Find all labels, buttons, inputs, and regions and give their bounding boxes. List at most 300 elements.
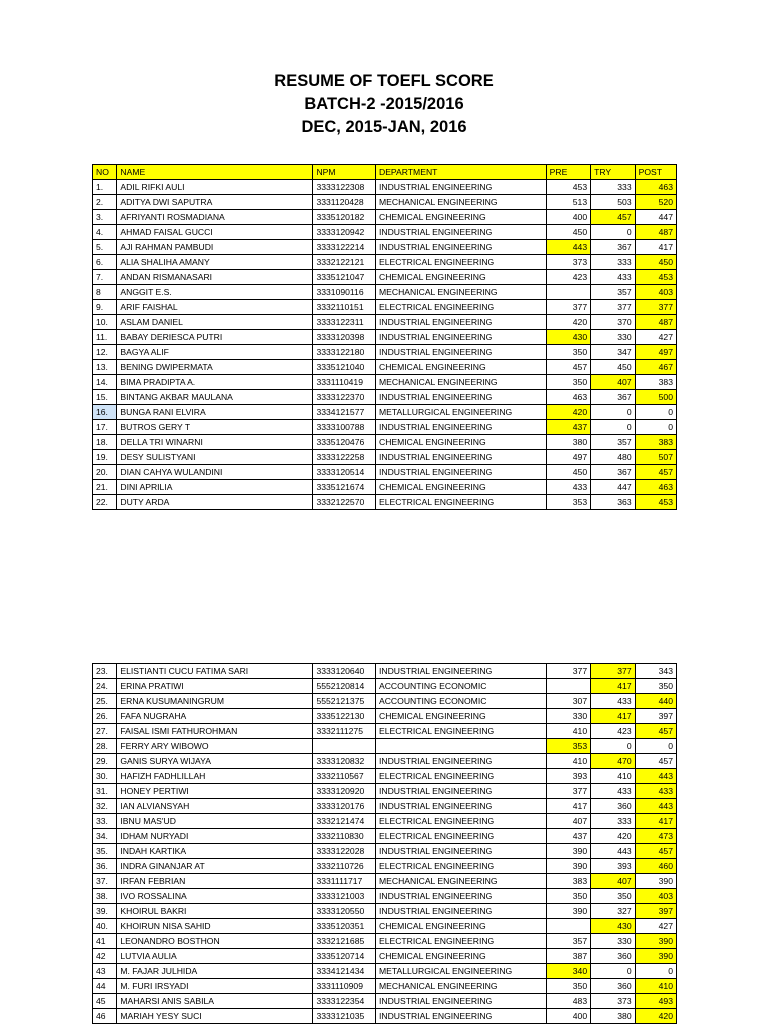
cell-name: AHMAD FAISAL GUCCI — [117, 225, 313, 240]
cell-post: 457 — [635, 754, 676, 769]
cell-post: 493 — [635, 994, 676, 1009]
cell-try: 423 — [591, 724, 636, 739]
cell-name: ANGGIT E.S. — [117, 285, 313, 300]
cell-name: HAFIZH FADHLILLAH — [117, 769, 313, 784]
cell-try: 360 — [591, 949, 636, 964]
cell-try: 367 — [591, 390, 636, 405]
cell-pre: 383 — [546, 874, 591, 889]
cell-npm: 3335120476 — [313, 435, 376, 450]
cell-name: IDHAM NURYADI — [117, 829, 313, 844]
table-row — [93, 360, 677, 375]
cell-npm: 3333122354 — [313, 994, 376, 1009]
cell-npm: 3335121047 — [313, 270, 376, 285]
cell-post: 397 — [635, 709, 676, 724]
cell-name: AJI RAHMAN PAMBUDI — [117, 240, 313, 255]
cell-name: BAGYA ALIF — [117, 345, 313, 360]
cell-no: 15. — [93, 390, 117, 405]
cell-post: 463 — [635, 180, 676, 195]
cell-try: 450 — [591, 360, 636, 375]
cell-npm: 3333120920 — [313, 784, 376, 799]
cell-post: 433 — [635, 784, 676, 799]
cell-no: 14. — [93, 375, 117, 390]
cell-pre: 377 — [546, 300, 591, 315]
cell-post: 0 — [635, 405, 676, 420]
cell-npm: 3333120942 — [313, 225, 376, 240]
cell-pre: 497 — [546, 450, 591, 465]
cell-npm: 3333121035 — [313, 1009, 376, 1024]
cell-pre: 450 — [546, 465, 591, 480]
cell-dept: INDUSTRIAL ENGINEERING — [375, 844, 546, 859]
cell-no: 42 — [93, 949, 117, 964]
cell-npm: 3335122130 — [313, 709, 376, 724]
table-row — [93, 979, 677, 994]
cell-try: 443 — [591, 844, 636, 859]
table-header-row — [93, 165, 677, 180]
cell-dept: ELECTRICAL ENGINEERING — [375, 724, 546, 739]
cell-post: 443 — [635, 799, 676, 814]
cell-post: 467 — [635, 360, 676, 375]
cell-name: FAFA NUGRAHA — [117, 709, 313, 724]
cell-try: 367 — [591, 240, 636, 255]
cell-name: BINTANG AKBAR MAULANA — [117, 390, 313, 405]
cell-no: 13. — [93, 360, 117, 375]
cell-pre: 387 — [546, 949, 591, 964]
cell-post: 487 — [635, 315, 676, 330]
table-row — [93, 255, 677, 270]
cell-npm: 3333122180 — [313, 345, 376, 360]
cell-no: 12. — [93, 345, 117, 360]
cell-dept: INDUSTRIAL ENGINEERING — [375, 420, 546, 435]
cell-pre: 433 — [546, 480, 591, 495]
cell-try: 350 — [591, 889, 636, 904]
score-table-1 — [92, 164, 677, 510]
table-row — [93, 664, 677, 679]
cell-try: 333 — [591, 814, 636, 829]
cell-dept: MECHANICAL ENGINEERING — [375, 979, 546, 994]
cell-pre: 410 — [546, 724, 591, 739]
cell-try: 360 — [591, 799, 636, 814]
table-row — [93, 769, 677, 784]
cell-no: 9. — [93, 300, 117, 315]
cell-post: 520 — [635, 195, 676, 210]
cell-pre: 350 — [546, 979, 591, 994]
cell-try: 407 — [591, 874, 636, 889]
cell-pre: 420 — [546, 315, 591, 330]
cell-pre — [546, 919, 591, 934]
cell-name: ERINA PRATIWI — [117, 679, 313, 694]
cell-post: 383 — [635, 375, 676, 390]
cell-no: 31. — [93, 784, 117, 799]
cell-pre: 393 — [546, 769, 591, 784]
cell-name: M. FURI IRSYADI — [117, 979, 313, 994]
cell-post: 500 — [635, 390, 676, 405]
cell-dept: ACCOUNTING ECONOMIC — [375, 694, 546, 709]
cell-name: LUTVIA AULIA — [117, 949, 313, 964]
cell-name: DUTY ARDA — [117, 495, 313, 510]
cell-name: BUNGA RANI ELVIRA — [117, 405, 313, 420]
cell-dept: ELECTRICAL ENGINEERING — [375, 829, 546, 844]
cell-dept: ELECTRICAL ENGINEERING — [375, 814, 546, 829]
table-row — [93, 709, 677, 724]
title-line-1: RESUME OF TOEFL SCORE — [274, 72, 494, 90]
cell-npm: 3335121040 — [313, 360, 376, 375]
cell-post: 453 — [635, 270, 676, 285]
cell-dept: CHEMICAL ENGINEERING — [375, 709, 546, 724]
table-row — [93, 195, 677, 210]
cell-pre: 390 — [546, 844, 591, 859]
cell-dept: CHEMICAL ENGINEERING — [375, 270, 546, 285]
cell-dept: INDUSTRIAL ENGINEERING — [375, 754, 546, 769]
cell-try: 363 — [591, 495, 636, 510]
cell-post: 403 — [635, 889, 676, 904]
table-row — [93, 225, 677, 240]
table-row — [93, 210, 677, 225]
cell-post: 0 — [635, 964, 676, 979]
cell-npm: 3333100788 — [313, 420, 376, 435]
table-row — [93, 904, 677, 919]
cell-npm: 3332122570 — [313, 495, 376, 510]
cell-npm: 3332121685 — [313, 934, 376, 949]
cell-dept: INDUSTRIAL ENGINEERING — [375, 315, 546, 330]
document-title — [0, 70, 768, 139]
cell-dept: INDUSTRIAL ENGINEERING — [375, 345, 546, 360]
cell-try: 393 — [591, 859, 636, 874]
cell-npm: 3334121434 — [313, 964, 376, 979]
cell-pre: 377 — [546, 664, 591, 679]
cell-npm — [313, 739, 376, 754]
cell-dept: METALLURGICAL ENGINEERING — [375, 405, 546, 420]
cell-post: 487 — [635, 225, 676, 240]
cell-try: 447 — [591, 480, 636, 495]
cell-post: 463 — [635, 480, 676, 495]
cell-pre: 437 — [546, 829, 591, 844]
header-pre: PRE — [546, 165, 591, 180]
cell-npm: 3332110567 — [313, 769, 376, 784]
cell-no: 40. — [93, 919, 117, 934]
cell-try: 433 — [591, 694, 636, 709]
cell-dept: INDUSTRIAL ENGINEERING — [375, 330, 546, 345]
cell-name: IVO ROSSALINA — [117, 889, 313, 904]
cell-try: 0 — [591, 739, 636, 754]
cell-npm: 5552121375 — [313, 694, 376, 709]
cell-try: 430 — [591, 919, 636, 934]
table-row — [93, 994, 677, 1009]
table-row — [93, 964, 677, 979]
cell-try: 327 — [591, 904, 636, 919]
cell-dept: INDUSTRIAL ENGINEERING — [375, 390, 546, 405]
cell-dept: INDUSTRIAL ENGINEERING — [375, 225, 546, 240]
cell-dept: ELECTRICAL ENGINEERING — [375, 495, 546, 510]
header-npm: NPM — [313, 165, 376, 180]
cell-npm: 3333120514 — [313, 465, 376, 480]
table-row — [93, 724, 677, 739]
cell-name: KHOIRUL BAKRI — [117, 904, 313, 919]
cell-dept: INDUSTRIAL ENGINEERING — [375, 889, 546, 904]
cell-try: 417 — [591, 679, 636, 694]
cell-dept: INDUSTRIAL ENGINEERING — [375, 180, 546, 195]
cell-post: 390 — [635, 949, 676, 964]
cell-npm: 3333122308 — [313, 180, 376, 195]
cell-no: 39. — [93, 904, 117, 919]
cell-try: 330 — [591, 330, 636, 345]
cell-post: 443 — [635, 769, 676, 784]
table-row — [93, 330, 677, 345]
cell-no: 35. — [93, 844, 117, 859]
table-row — [93, 739, 677, 754]
cell-post: 417 — [635, 814, 676, 829]
cell-post: 457 — [635, 465, 676, 480]
cell-npm: 3333122370 — [313, 390, 376, 405]
header-no: NO — [93, 165, 117, 180]
table-row — [93, 480, 677, 495]
cell-dept: CHEMICAL ENGINEERING — [375, 360, 546, 375]
table-row — [93, 435, 677, 450]
cell-name: ELISTIANTI CUCU FATIMA SARI — [117, 664, 313, 679]
cell-post: 0 — [635, 420, 676, 435]
cell-npm: 3335120182 — [313, 210, 376, 225]
cell-name: ADIL RIFKI AULI — [117, 180, 313, 195]
cell-name: DINI APRILIA — [117, 480, 313, 495]
cell-try: 457 — [591, 210, 636, 225]
header-name: NAME — [117, 165, 313, 180]
cell-name: ANDAN RISMANASARI — [117, 270, 313, 285]
table-row — [93, 949, 677, 964]
cell-name: ERNA KUSUMANINGRUM — [117, 694, 313, 709]
cell-name: BIMA PRADIPTA A. — [117, 375, 313, 390]
cell-name: FERRY ARY WIBOWO — [117, 739, 313, 754]
table-row — [93, 1009, 677, 1024]
cell-pre — [546, 679, 591, 694]
cell-pre: 307 — [546, 694, 591, 709]
cell-no: 29. — [93, 754, 117, 769]
table-row — [93, 679, 677, 694]
cell-npm: 3335121674 — [313, 480, 376, 495]
cell-post: 420 — [635, 1009, 676, 1024]
cell-try: 347 — [591, 345, 636, 360]
cell-try: 0 — [591, 964, 636, 979]
cell-name: BENING DWIPERMATA — [117, 360, 313, 375]
cell-post: 397 — [635, 904, 676, 919]
table-row — [93, 495, 677, 510]
cell-try: 370 — [591, 315, 636, 330]
cell-no: 37. — [93, 874, 117, 889]
cell-no: 1. — [93, 180, 117, 195]
score-table-2 — [92, 663, 677, 1024]
cell-dept: INDUSTRIAL ENGINEERING — [375, 904, 546, 919]
table-row — [93, 465, 677, 480]
table-row — [93, 784, 677, 799]
table-row — [93, 390, 677, 405]
table-row — [93, 180, 677, 195]
cell-try: 433 — [591, 270, 636, 285]
cell-name: DESY SULISTYANI — [117, 450, 313, 465]
cell-no: 22. — [93, 495, 117, 510]
cell-pre: 420 — [546, 405, 591, 420]
cell-npm: 3333120398 — [313, 330, 376, 345]
cell-no: 18. — [93, 435, 117, 450]
cell-name: IAN ALVIANSYAH — [117, 799, 313, 814]
cell-no: 32. — [93, 799, 117, 814]
cell-name: DELLA TRI WINARNI — [117, 435, 313, 450]
cell-npm: 3333122258 — [313, 450, 376, 465]
table-row — [93, 859, 677, 874]
cell-dept: ELECTRICAL ENGINEERING — [375, 859, 546, 874]
title-line-3: DEC, 2015-JAN, 2016 — [301, 118, 467, 136]
cell-post: 507 — [635, 450, 676, 465]
cell-name: MARIAH YESY SUCI — [117, 1009, 313, 1024]
cell-name: M. FAJAR JULHIDA — [117, 964, 313, 979]
cell-post: 350 — [635, 679, 676, 694]
cell-name: GANIS SURYA WIJAYA — [117, 754, 313, 769]
cell-post: 473 — [635, 829, 676, 844]
cell-pre: 400 — [546, 210, 591, 225]
table-row — [93, 450, 677, 465]
cell-post: 453 — [635, 495, 676, 510]
cell-no: 43 — [93, 964, 117, 979]
cell-name: ADITYA DWI SAPUTRA — [117, 195, 313, 210]
cell-name: LEONANDRO BOSTHON — [117, 934, 313, 949]
cell-dept: INDUSTRIAL ENGINEERING — [375, 784, 546, 799]
cell-pre: 437 — [546, 420, 591, 435]
cell-name: IRFAN FEBRIAN — [117, 874, 313, 889]
cell-dept: MECHANICAL ENGINEERING — [375, 195, 546, 210]
table-row — [93, 285, 677, 300]
cell-name: KHOIRUN NISA SAHID — [117, 919, 313, 934]
table-row — [93, 240, 677, 255]
cell-try: 470 — [591, 754, 636, 769]
cell-dept: INDUSTRIAL ENGINEERING — [375, 664, 546, 679]
table-row — [93, 919, 677, 934]
cell-try: 373 — [591, 994, 636, 1009]
cell-npm: 3331110909 — [313, 979, 376, 994]
cell-npm: 3333120550 — [313, 904, 376, 919]
cell-no: 24. — [93, 679, 117, 694]
cell-pre: 513 — [546, 195, 591, 210]
cell-post: 450 — [635, 255, 676, 270]
cell-name: AFRIYANTI ROSMADIANA — [117, 210, 313, 225]
cell-pre: 373 — [546, 255, 591, 270]
cell-dept: MECHANICAL ENGINEERING — [375, 285, 546, 300]
cell-dept: MECHANICAL ENGINEERING — [375, 375, 546, 390]
table-row — [93, 814, 677, 829]
cell-try: 0 — [591, 225, 636, 240]
cell-npm: 3332110830 — [313, 829, 376, 844]
cell-name: IBNU MAS'UD — [117, 814, 313, 829]
cell-name: FAISAL ISMI FATHUROHMAN — [117, 724, 313, 739]
cell-no: 23. — [93, 664, 117, 679]
cell-try: 360 — [591, 979, 636, 994]
cell-name: MAHARSI ANIS SABILA — [117, 994, 313, 1009]
cell-post: 377 — [635, 300, 676, 315]
cell-post: 410 — [635, 979, 676, 994]
cell-dept: ACCOUNTING ECONOMIC — [375, 679, 546, 694]
cell-pre: 417 — [546, 799, 591, 814]
cell-try: 380 — [591, 1009, 636, 1024]
cell-pre: 350 — [546, 345, 591, 360]
cell-post: 403 — [635, 285, 676, 300]
cell-post: 0 — [635, 739, 676, 754]
cell-post: 390 — [635, 874, 676, 889]
cell-dept — [375, 739, 546, 754]
table-row — [93, 300, 677, 315]
cell-no: 26. — [93, 709, 117, 724]
cell-post: 343 — [635, 664, 676, 679]
cell-no: 7. — [93, 270, 117, 285]
table-row — [93, 375, 677, 390]
cell-dept: INDUSTRIAL ENGINEERING — [375, 240, 546, 255]
cell-no: 36. — [93, 859, 117, 874]
cell-pre: 353 — [546, 739, 591, 754]
cell-no: 10. — [93, 315, 117, 330]
cell-pre: 380 — [546, 435, 591, 450]
cell-pre: 390 — [546, 859, 591, 874]
table-row — [93, 844, 677, 859]
cell-no: 19. — [93, 450, 117, 465]
cell-try: 367 — [591, 465, 636, 480]
cell-pre: 377 — [546, 784, 591, 799]
cell-post: 417 — [635, 240, 676, 255]
cell-pre: 390 — [546, 904, 591, 919]
cell-try: 433 — [591, 784, 636, 799]
table-row — [93, 345, 677, 360]
cell-try: 503 — [591, 195, 636, 210]
cell-pre: 400 — [546, 1009, 591, 1024]
cell-npm: 3331090116 — [313, 285, 376, 300]
cell-name: DIAN CAHYA WULANDINI — [117, 465, 313, 480]
cell-pre: 483 — [546, 994, 591, 1009]
cell-no: 45 — [93, 994, 117, 1009]
cell-no: 44 — [93, 979, 117, 994]
cell-npm: 3335120714 — [313, 949, 376, 964]
cell-pre — [546, 285, 591, 300]
cell-no: 8 — [93, 285, 117, 300]
cell-name: ALIA SHALIHA AMANY — [117, 255, 313, 270]
cell-pre: 330 — [546, 709, 591, 724]
cell-dept: CHEMICAL ENGINEERING — [375, 480, 546, 495]
cell-post: 383 — [635, 435, 676, 450]
cell-dept: METALLURGICAL ENGINEERING — [375, 964, 546, 979]
cell-no: 2. — [93, 195, 117, 210]
cell-pre: 410 — [546, 754, 591, 769]
cell-name: INDRA GINANJAR AT — [117, 859, 313, 874]
cell-npm: 5552120814 — [313, 679, 376, 694]
cell-try: 0 — [591, 405, 636, 420]
cell-npm: 3332110151 — [313, 300, 376, 315]
table-row — [93, 405, 677, 420]
cell-try: 0 — [591, 420, 636, 435]
cell-npm: 3333120176 — [313, 799, 376, 814]
cell-dept: ELECTRICAL ENGINEERING — [375, 769, 546, 784]
cell-no: 34. — [93, 829, 117, 844]
table-row — [93, 694, 677, 709]
title-line-2: BATCH-2 -2015/2016 — [304, 95, 464, 113]
cell-dept: CHEMICAL ENGINEERING — [375, 435, 546, 450]
cell-try: 480 — [591, 450, 636, 465]
cell-dept: CHEMICAL ENGINEERING — [375, 919, 546, 934]
cell-try: 420 — [591, 829, 636, 844]
cell-name: INDAH KARTIKA — [117, 844, 313, 859]
cell-npm: 3332121474 — [313, 814, 376, 829]
cell-try: 407 — [591, 375, 636, 390]
cell-post: 447 — [635, 210, 676, 225]
table-row — [93, 270, 677, 285]
cell-dept: ELECTRICAL ENGINEERING — [375, 300, 546, 315]
cell-no: 46 — [93, 1009, 117, 1024]
cell-dept: INDUSTRIAL ENGINEERING — [375, 1009, 546, 1024]
cell-post: 457 — [635, 724, 676, 739]
table-row — [93, 315, 677, 330]
cell-npm: 3333120640 — [313, 664, 376, 679]
